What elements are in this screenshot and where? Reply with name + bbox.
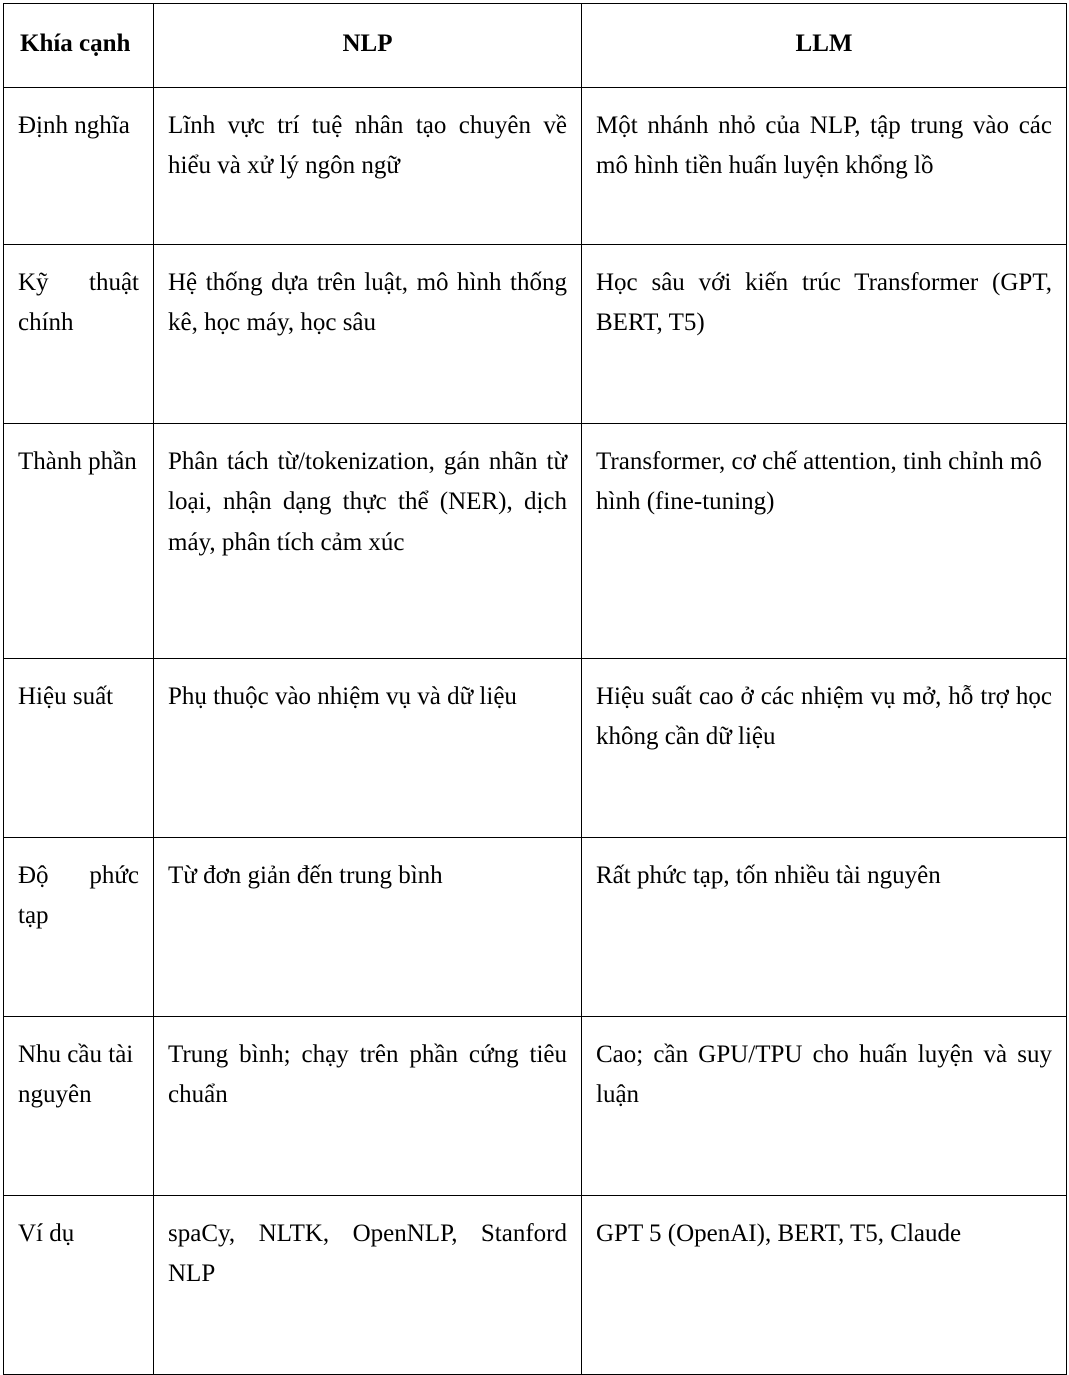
cell-llm: GPT 5 (OpenAI), BERT, T5, Claude [582, 1195, 1067, 1374]
cell-nlp: spaCy, NLTK, OpenNLP, Stanford NLP [154, 1195, 582, 1374]
cell-aspect: Thành phần [4, 423, 154, 658]
table-row [4, 1195, 1067, 1374]
cell-llm: Transformer, cơ chế attention, tinh chỉnh mô hình (fine-tuning) [582, 423, 1067, 658]
table-header [4, 4, 1067, 88]
cell-llm: Một nhánh nhỏ của NLP, tập trung vào các mô hình tiền huấn luyện khổng lồ [582, 87, 1067, 244]
cell-aspect: Độ phức tạp [4, 837, 154, 1016]
cell-aspect: Hiệu suất [4, 658, 154, 837]
cell-nlp: Từ đơn giản đến trung bình [154, 837, 582, 1016]
table-body [4, 87, 1067, 1374]
table-row [4, 244, 1067, 423]
document-page [0, 3, 1069, 1306]
cell-nlp: Phụ thuộc vào nhiệm vụ và dữ liệu [154, 658, 582, 837]
table-row [4, 87, 1067, 244]
cell-llm: Học sâu với kiến trúc Transformer (GPT, BERT, T5) [582, 244, 1067, 423]
column-header-aspect: Khía cạnh [4, 4, 154, 88]
column-header-nlp: NLP [154, 4, 582, 88]
cell-nlp: Lĩnh vực trí tuệ nhân tạo chuyên về hiểu và xử lý ngôn ngữ [154, 87, 582, 244]
table-row [4, 1016, 1067, 1195]
cell-nlp: Trung bình; chạy trên phần cứng tiêu chuẩn [154, 1016, 582, 1195]
cell-llm: Hiệu suất cao ở các nhiệm vụ mở, hỗ trợ học không cần dữ liệu [582, 658, 1067, 837]
cell-aspect: Nhu cầu tài nguyên [4, 1016, 154, 1195]
table-row [4, 837, 1067, 1016]
cell-llm: Cao; cần GPU/TPU cho huấn luyện và suy luận [582, 1016, 1067, 1195]
nlp-llm-comparison-table [3, 3, 1067, 1375]
cell-aspect: Định nghĩa [4, 87, 154, 244]
cell-llm: Rất phức tạp, tốn nhiều tài nguyên [582, 837, 1067, 1016]
cell-aspect: Ví dụ [4, 1195, 154, 1374]
table-header-row [4, 4, 1067, 88]
table-row [4, 658, 1067, 837]
cell-nlp: Phân tách từ/tokenization, gán nhãn từ loại, nhận dạng thực thể (NER), dịch máy, phân tích cảm xúc [154, 423, 582, 658]
column-header-llm: LLM [582, 4, 1067, 88]
cell-nlp: Hệ thống dựa trên luật, mô hình thống kê, học máy, học sâu [154, 244, 582, 423]
table-row [4, 423, 1067, 658]
cell-aspect: Kỹ thuật chính [4, 244, 154, 423]
